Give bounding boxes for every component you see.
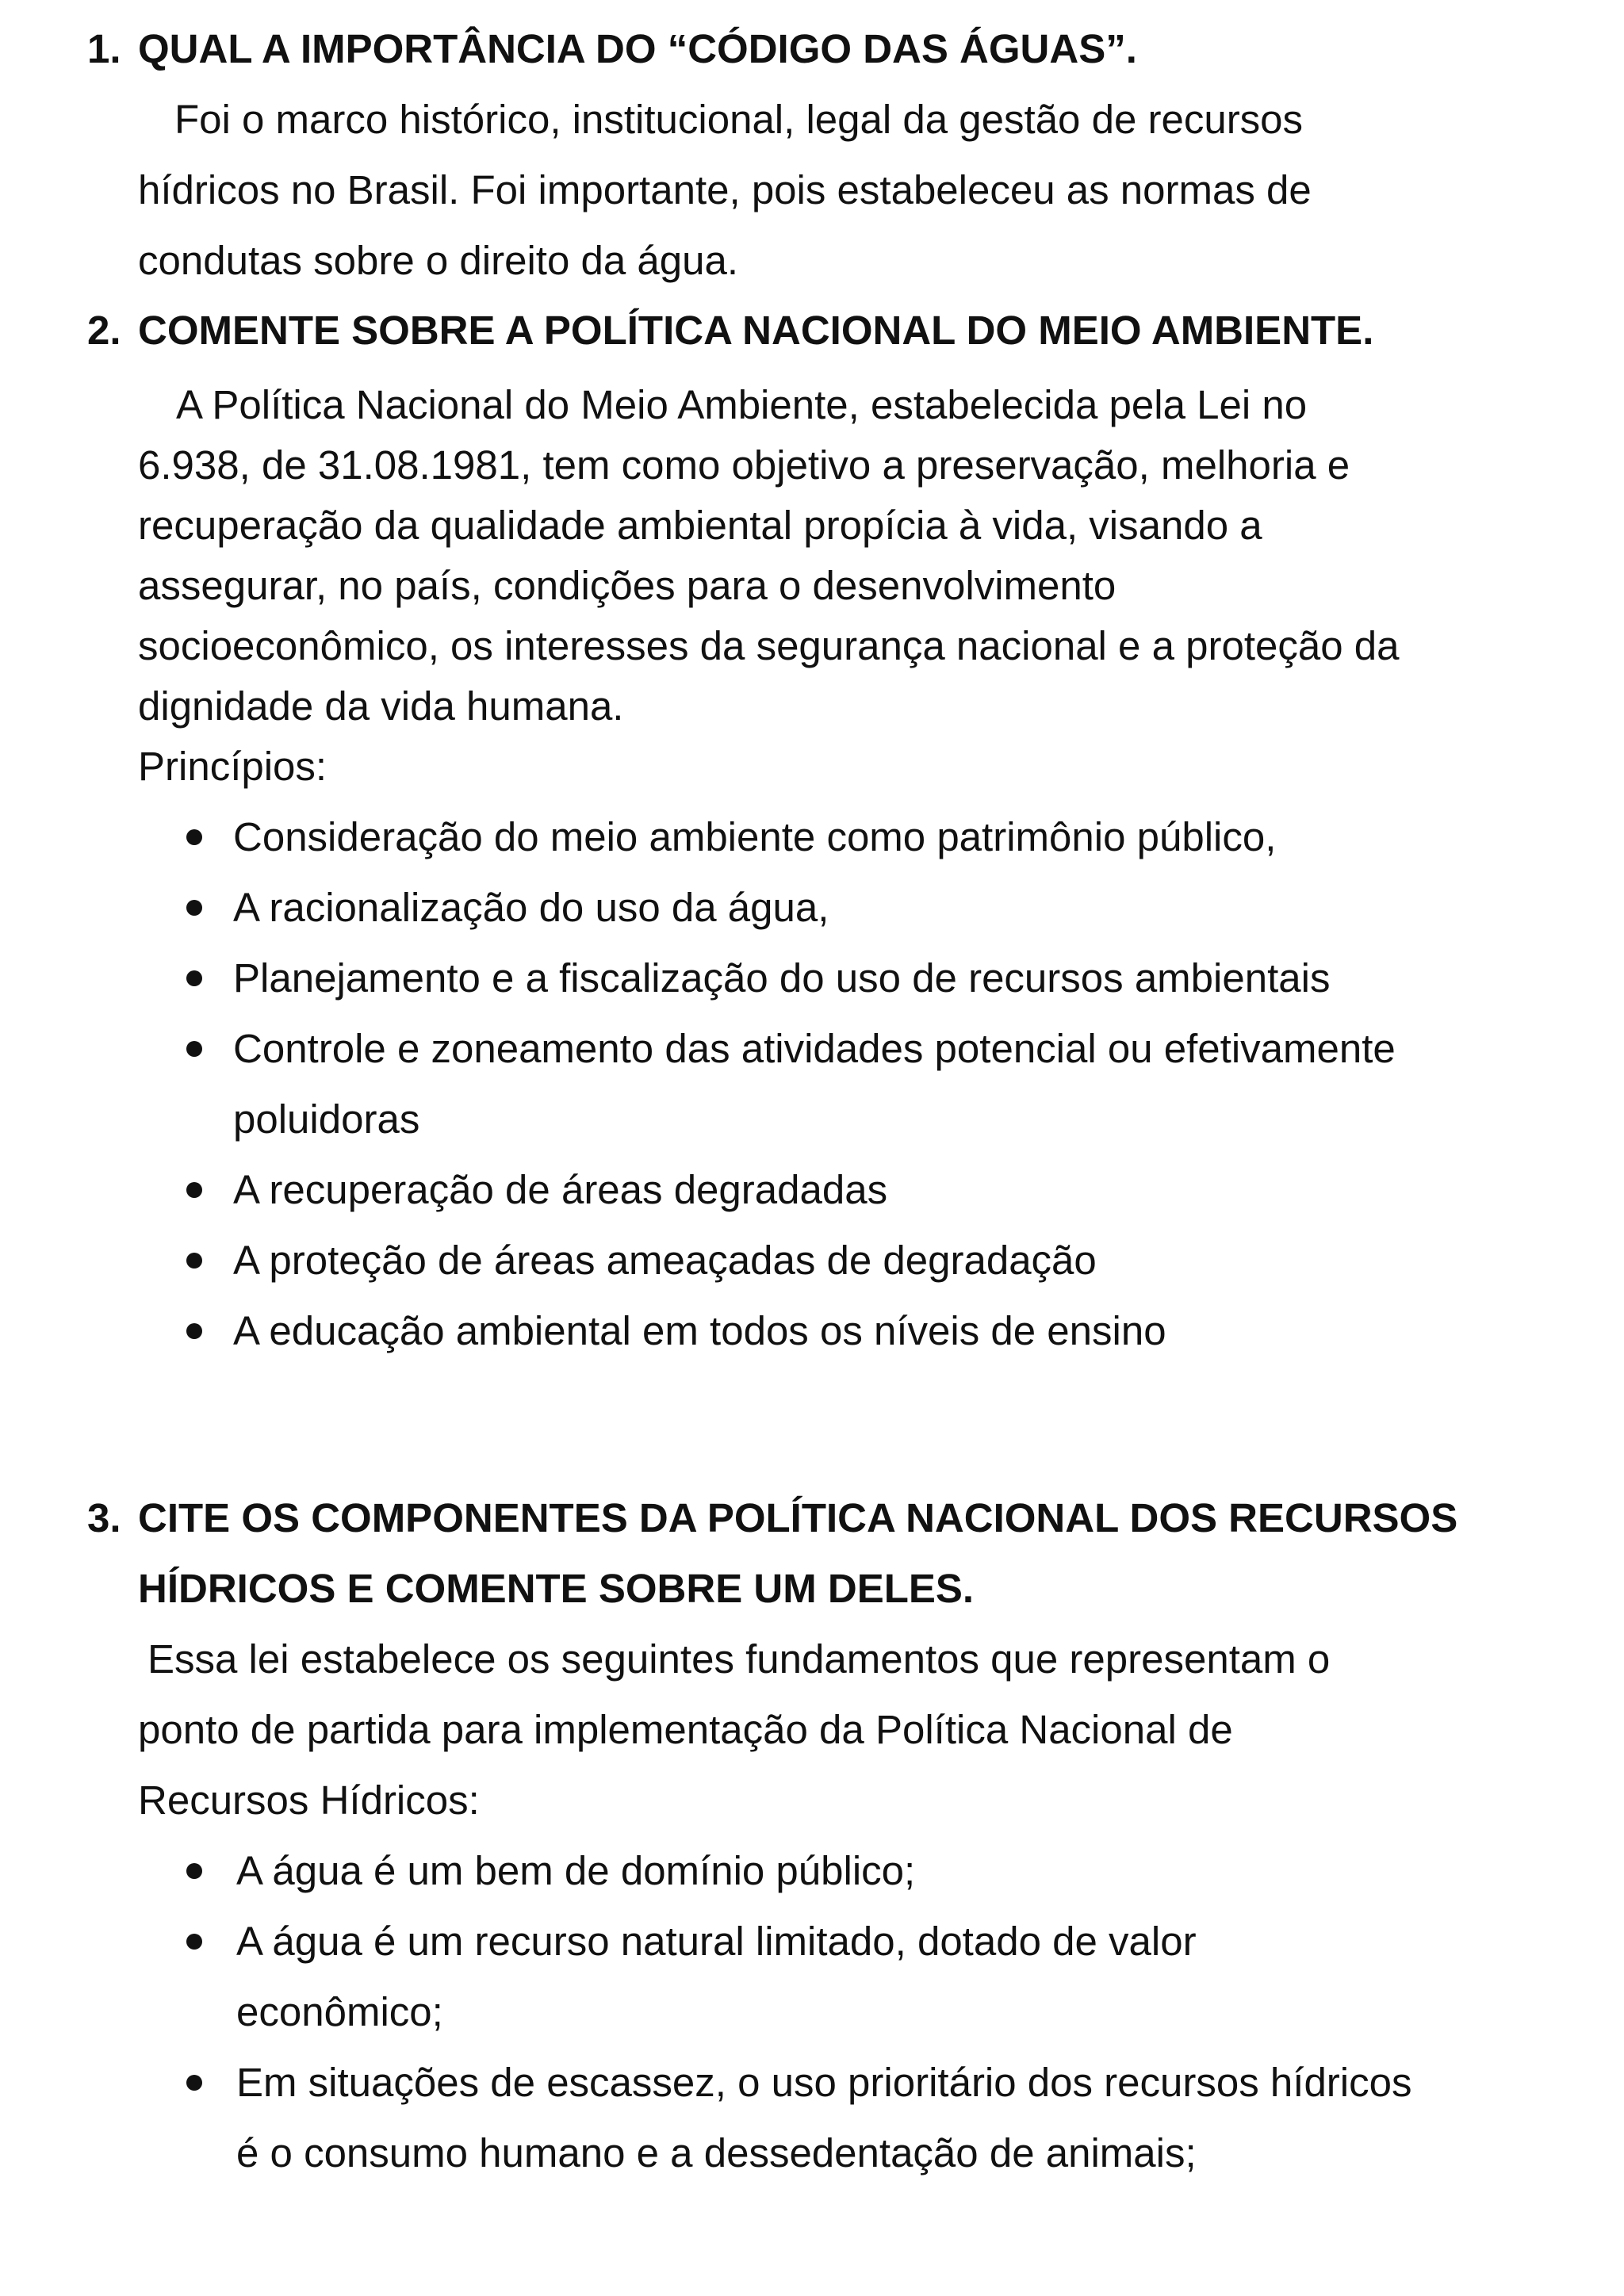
list-item-text: Planejamento e a fiscalização do uso de recursos ambientais — [233, 955, 1331, 1001]
answer-line: assegurar, no país, condições para o desenvolvimento — [138, 563, 1116, 608]
bullet-icon — [186, 1323, 202, 1339]
list-item-text: econômico; — [236, 1989, 443, 2034]
bullet-icon — [186, 970, 202, 986]
question-number: 2. — [87, 308, 121, 353]
list-item-text: Consideração do meio ambiente como patrimônio público, — [233, 814, 1277, 859]
list-item — [0, 1154, 1624, 1225]
principles-list — [0, 802, 1624, 1366]
bullet-icon — [186, 1253, 202, 1269]
answer-line: Essa lei estabelece os seguintes fundamentos que representam o — [147, 1636, 1331, 1682]
list-item — [0, 1225, 1624, 1295]
bullet-icon — [186, 1182, 202, 1198]
list-item-text: A racionalização do uso da água, — [233, 885, 829, 930]
answer-line: 6.938, de 31.08.1981, tem como objetivo a preservação, melhoria e — [138, 442, 1350, 488]
question-3-answer — [0, 1624, 1624, 1835]
list-item-text: poluidoras — [233, 1096, 420, 1142]
question-number: 1. — [87, 26, 121, 71]
heading-line: COMENTE SOBRE A POLÍTICA NACIONAL DO MEIO AMBIENTE. — [138, 308, 1374, 353]
principles-label: Princípios: — [138, 744, 327, 789]
bullet-icon — [186, 1863, 202, 1879]
answer-line: recuperação da qualidade ambiental propícia à vida, visando a — [138, 503, 1262, 548]
bullet-icon — [186, 1041, 202, 1057]
list-item-text: A recuperação de áreas degradadas — [233, 1167, 888, 1212]
list-item — [0, 802, 1624, 872]
fundamentals-list — [0, 1835, 1624, 2188]
question-3-heading — [0, 1483, 1624, 1624]
heading-line: HÍDRICOS E COMENTE SOBRE UM DELES. — [138, 1566, 975, 1611]
list-item-text: A água é um recurso natural limitado, dotado de valor — [236, 1919, 1197, 1964]
list-item-text: é o consumo humano e a dessedentação de animais; — [236, 2130, 1197, 2175]
answer-line: dignidade da vida humana. — [138, 683, 624, 729]
bullet-icon — [186, 1934, 202, 1950]
list-item — [0, 1295, 1624, 1366]
answer-line: A Política Nacional do Meio Ambiente, estabelecida pela Lei no — [176, 382, 1308, 427]
list-item-text: Controle e zoneamento das atividades potencial ou efetivamente — [233, 1026, 1396, 1071]
answer-line: Recursos Hídricos: — [138, 1777, 480, 1823]
answer-line: hídricos no Brasil. Foi importante, pois estabeleceu as normas de — [138, 167, 1312, 212]
question-3 — [0, 1483, 1624, 2188]
list-item — [0, 2047, 1624, 2188]
answer-line: Foi o marco histórico, institucional, legal da gestão de recursos — [174, 97, 1304, 142]
question-2 — [0, 295, 1624, 1366]
bullet-icon — [186, 900, 202, 916]
answer-line: socioeconômico, os interesses da segurança nacional e a proteção da — [138, 623, 1400, 668]
heading-line: CITE OS COMPONENTES DA POLÍTICA NACIONAL DOS RECURSOS — [138, 1495, 1458, 1540]
list-item-text: A proteção de áreas ameaçadas de degradação — [233, 1238, 1097, 1283]
question-2-heading — [0, 295, 1624, 365]
list-item — [0, 872, 1624, 943]
list-item — [0, 943, 1624, 1013]
question-2-answer — [0, 375, 1624, 797]
list-item — [0, 1013, 1624, 1154]
list-item — [0, 1835, 1624, 1906]
question-1-heading — [0, 13, 1624, 84]
bullet-icon — [186, 829, 202, 845]
list-item-text: Em situações de escassez, o uso prioritário dos recursos hídricos — [236, 2060, 1412, 2105]
heading-line: QUAL A IMPORTÂNCIA DO “CÓDIGO DAS ÁGUAS”. — [138, 26, 1137, 71]
list-item-text: A educação ambiental em todos os níveis de ensino — [233, 1308, 1166, 1353]
question-1 — [0, 13, 1624, 296]
question-1-answer — [0, 84, 1624, 296]
list-item — [0, 1906, 1624, 2047]
bullet-icon — [186, 2075, 202, 2091]
list-item-text: A água é um bem de domínio público; — [236, 1848, 916, 1893]
answer-line: ponto de partida para implementação da Política Nacional de — [138, 1707, 1233, 1752]
answer-line: condutas sobre o direito da água. — [138, 238, 739, 283]
question-number: 3. — [87, 1495, 121, 1540]
